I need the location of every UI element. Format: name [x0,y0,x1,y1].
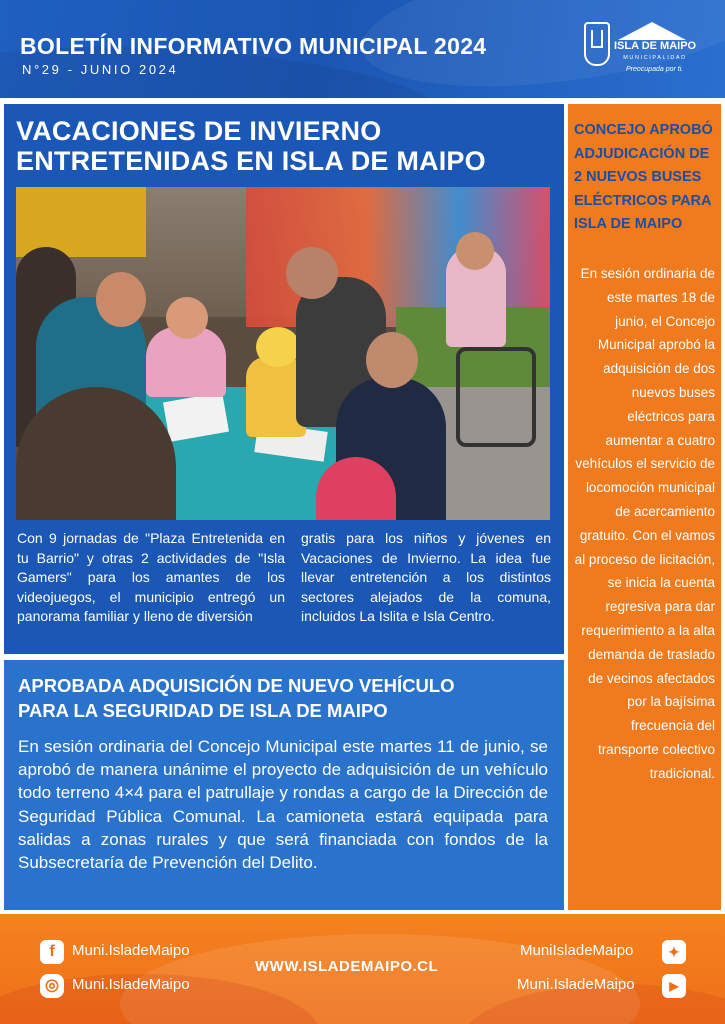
issue-number: N°29 - JUNIO 2024 [22,62,179,77]
article-winter-vacation-text-left: Con 9 jornadas de "Plaza Entretenida en tu Barrio" y otras 2 actividades de "Isla Gamers" para los amantes de los videojuegos, el municipio entregó un panorama familiar y lleno de diversión [17,530,285,625]
twitter-icon[interactable]: ✦ [662,940,686,964]
logo-municipality: MUNICIPALIDAD [623,55,687,61]
article-security-vehicle-title: APROBADA ADQUISICIÓN DE NUEVO VEHÍCULO PARA LA SEGURIDAD DE ISLA DE MAIPO [18,675,455,721]
website-link[interactable]: WWW.ISLADEMAIPO.CL [255,958,439,975]
children-activity-photo [16,187,550,520]
article-winter-vacation-text-right: gratis para los niños y jóvenes en Vacaciones de Invierno. La idea fue llevar entretención a los distintos sectores alejados de la comuna, incluidos La Islita e Isla Centro. [301,530,551,625]
facebook-icon[interactable]: f [40,940,64,964]
facebook-handle[interactable]: Muni.IsladeMaipo [72,942,190,959]
mountain-logo-icon [618,22,686,40]
instagram-icon[interactable]: ◎ [40,974,64,998]
sidebar-electric-buses-title: CONCEJO APROBÓ ADJUDICACIÓN DE 2 NUEVOS BUSES ELÉCTRICOS PARA ISLA DE MAIPO [574,122,713,232]
logo-name: ISLA DE MAIPO [614,40,697,52]
youtube-handle[interactable]: Muni.IsladeMaipo [517,976,635,993]
municipal-crest-icon [584,22,610,66]
sidebar-electric-buses-text: En sesión ordinaria de este martes 18 de junio, el Concejo Municipal aprobó la adquisición de dos nuevos buses eléctricos para aumentar a cuatro vehículos el servicio de locomoción municipal de acercamiento gratuito. Con el vamos al proceso de licitación, se inicia la cuenta regresiva para dar requerimiento a la alta demanda de traslado de vecinos afectados por la bajísima frecuencia del transporte colectivo tradicional. [574,266,715,781]
article-security-vehicle-text: En sesión ordinaria del Concejo Municipal este martes 11 de junio, se aprobó de manera unánime el proyecto de adquisición de un vehículo todo terreno 4×4 para el patrullaje y rondas a cargo de la Dirección de Seguridad Pública Comunal. La camioneta estará equipada para salidas a zonas rurales y que será financiada con fondos de la Subsecretaría de Prevención del Delito. [18,737,548,873]
instagram-handle[interactable]: Muni.IsladeMaipo [72,976,190,993]
newsletter-title: BOLETÍN INFORMATIVO MUNICIPAL 2024 [20,33,487,59]
twitter-handle[interactable]: MuniIsladeMaipo [520,942,634,959]
article-winter-vacation-title: VACACIONES DE INVIERNO ENTRETENIDAS EN ISLA DE MAIPO [16,116,486,176]
logo-slogan: Preocupada por ti. [626,66,684,73]
youtube-icon[interactable]: ▶ [662,974,686,998]
